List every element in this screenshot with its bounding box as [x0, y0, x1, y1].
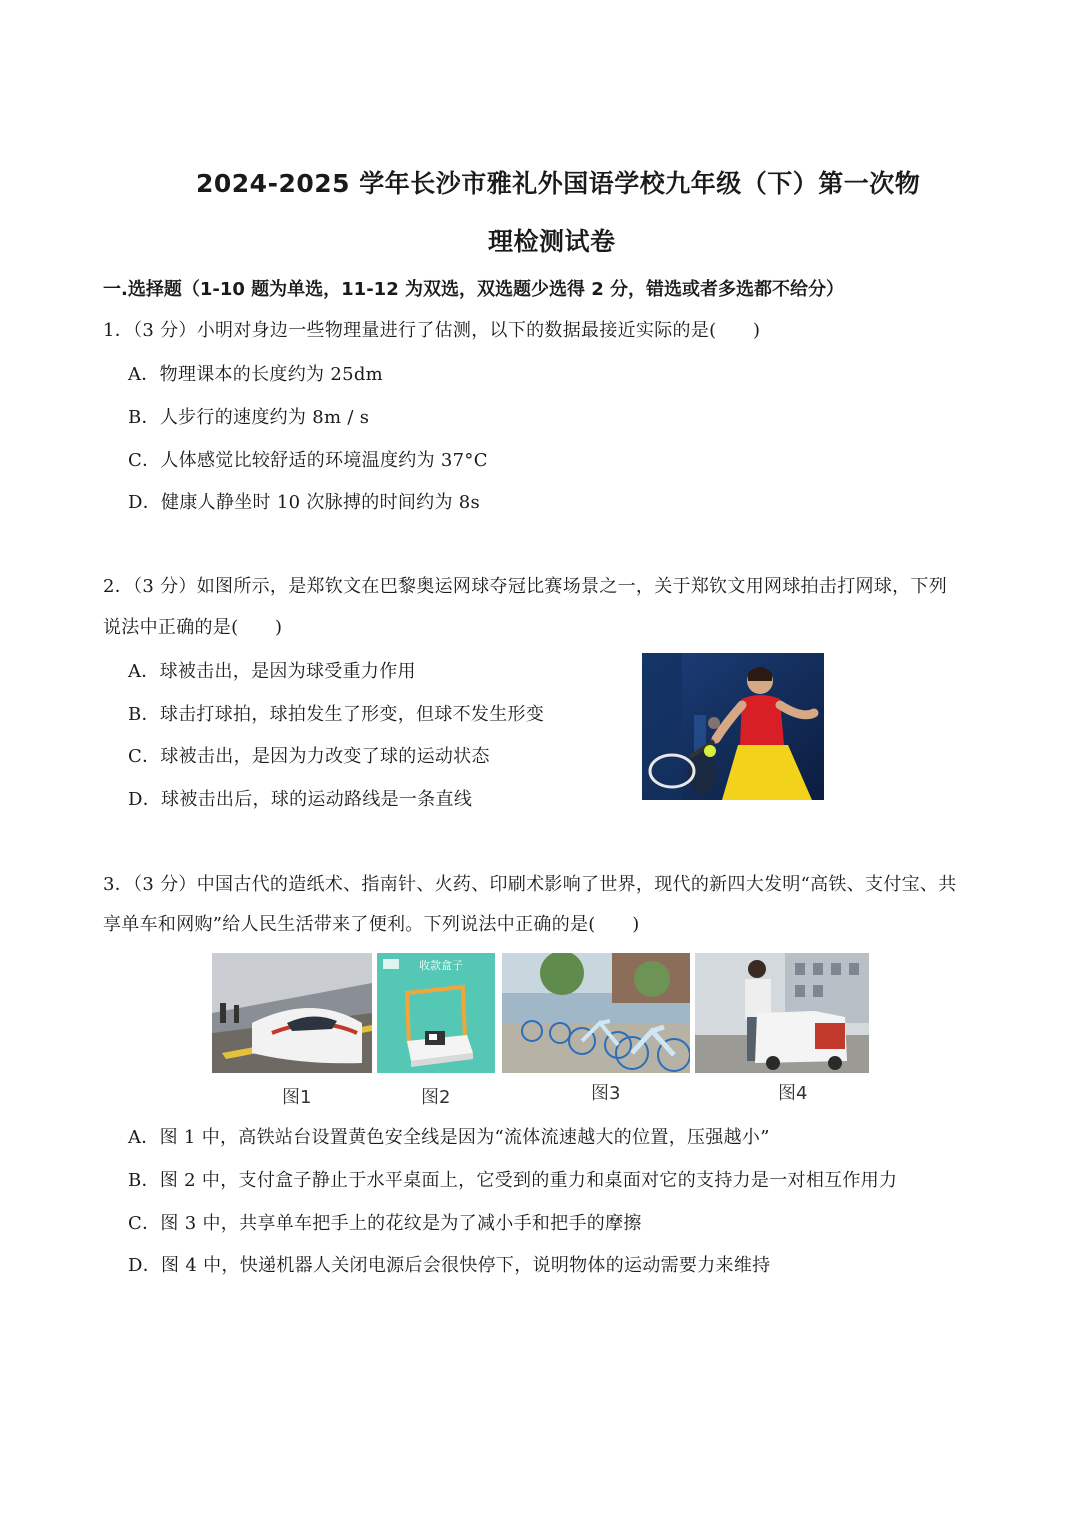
figure-1-caption: 图1: [282, 1087, 312, 1108]
question-3-option-c: C．图 3 中，共享单车把手上的花纹是为了减小手和把手的摩擦: [128, 1213, 642, 1234]
question-1-option-a: A．物理课本的长度约为 25dm: [128, 364, 384, 385]
question-3-option-d: D．图 4 中，快递机器人关闭电源后会很快停下，说明物体的运动需要力来维持: [128, 1255, 771, 1276]
question-2-option-c: C．球被击出，是因为力改变了球的运动状态: [128, 746, 490, 767]
question-2-stem-line1: 2．（3 分）如图所示，是郑钦文在巴黎奥运网球夺冠比赛场景之一，关于郑钦文用网球拍击打网球，下列: [103, 576, 948, 597]
payment-box-label: 收款盒子: [419, 959, 463, 972]
question-2-stem-line2: 说法中正确的是( ): [103, 617, 283, 638]
question-2-option-b: B．球击打球拍，球拍发生了形变，但球不发生形变: [128, 704, 545, 725]
section-heading: 一.选择题（1-10 题为单选，11-12 为双选，双选题少选得 2 分，错选或者多选都不给分）: [103, 279, 845, 300]
figure-3-shared-bikes: [502, 953, 690, 1073]
question-1-option-c: C．人体感觉比较舒适的环境温度约为 37°C: [128, 450, 488, 471]
question-1-option-b: B．人步行的速度约为 8m / s: [128, 407, 370, 428]
figure-3-caption: 图3: [591, 1083, 621, 1104]
question-3-stem-line2: 享单车和网购”给人民生活带来了便利。下列说法中正确的是( ): [103, 914, 640, 935]
question-3-option-b: B．图 2 中，支付盒子静止于水平桌面上，它受到的重力和桌面对它的支持力是一对相互作用力: [128, 1170, 898, 1191]
question-1-stem: 1．（3 分）小明对身边一些物理量进行了估测，以下的数据最接近实际的是( ): [103, 320, 761, 341]
figure-4-delivery-robot: [695, 953, 869, 1073]
figure-1-high-speed-train: [212, 953, 372, 1073]
question-3-stem-line1: 3．（3 分）中国古代的造纸术、指南针、火药、印刷术影响了世界，现代的新四大发明“高铁、支付宝、共: [103, 874, 957, 895]
figure-4-caption: 图4: [778, 1083, 808, 1104]
exam-title-line2: 理检测试卷: [488, 227, 616, 256]
exam-title-line1: 2024-2025 学年长沙市雅礼外国语学校九年级（下）第一次物: [196, 169, 921, 198]
question-3-option-a: A．图 1 中，高铁站台设置黄色安全线是因为“流体流速越大的位置，压强越小”: [128, 1127, 770, 1148]
question-2-option-d: D．球被击出后，球的运动路线是一条直线: [128, 789, 473, 810]
figure-2-payment-box: [377, 953, 495, 1073]
figure-2-caption: 图2: [421, 1087, 451, 1108]
question-2-option-a: A．球被击出，是因为球受重力作用: [128, 661, 416, 682]
question-1-option-d: D．健康人静坐时 10 次脉搏的时间约为 8s: [128, 492, 481, 513]
tennis-player-photo: [642, 653, 824, 800]
